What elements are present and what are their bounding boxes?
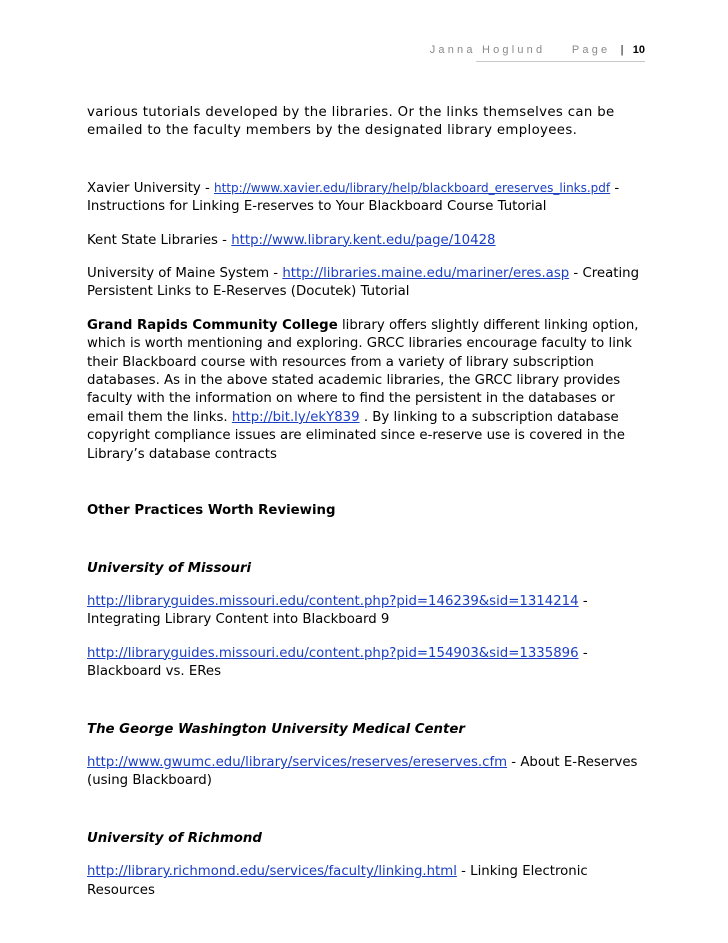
header-text — [430, 44, 645, 56]
header-rule — [476, 61, 645, 62]
page-body — [87, 104, 647, 900]
intro-paragraph: various tutorials developed by the libraries. Or the links themselves can be emailed to the faculty members by the designated library employees. — [87, 105, 615, 139]
kent-name: Kent State Libraries - — [87, 232, 232, 248]
gwu-heading: The George Washington University Medical Center — [87, 721, 465, 737]
richmond-entry — [87, 863, 647, 900]
grcc-link[interactable]: http://bit.ly/ekY839 — [231, 409, 360, 425]
missouri-heading: University of Missouri — [87, 560, 252, 576]
xavier-description: - Instructions for Linking E-reserves to Your Blackboard Course Tutorial — [87, 180, 620, 215]
missouri-entry-1 — [87, 593, 647, 630]
header-separator: | — [620, 44, 624, 56]
header-page-label: Page — [571, 44, 611, 56]
grcc-text-2: . By linking to a subscription database copyright compliance issues are eliminated since e-reserve use is covered in the Library’s database contracts — [87, 409, 625, 462]
xavier-entry — [87, 179, 647, 217]
grcc-text-1: library offers slightly different linking option, which is worth mentioning and exploring. GRCC libraries encourage faculty to link their Blackboard course with resources from a variety of library subscription databases. As in the above stated academic libraries, the GRCC library provides faculty with the information on where to find the persistent in the databases or email them the links. — [87, 317, 639, 425]
xavier-name: Xavier University - — [87, 180, 215, 196]
missouri-link-1[interactable]: http://libraryguides.missouri.edu/content.php?pid=146239&sid=1314214 — [87, 593, 579, 609]
gwu-description: - About E-Reserves (using Blackboard) — [87, 754, 638, 789]
missouri-entry-2 — [87, 645, 647, 682]
xavier-link[interactable]: http://www.xavier.edu/library/help/blackboard_ereserves_links.pdf — [214, 180, 611, 195]
gwu-link[interactable]: http://www.gwumc.edu/library/services/reserves/ereserves.cfm — [87, 754, 508, 770]
missouri-description-1: - Integrating Library Content into Blackboard 9 — [87, 593, 588, 628]
grcc-paragraph — [87, 317, 647, 464]
page-header — [0, 44, 728, 64]
richmond-description: - Linking Electronic Resources — [87, 864, 588, 898]
richmond-heading: University of Richmond — [87, 830, 262, 846]
kent-link[interactable]: http://www.library.kent.edu/page/10428 — [231, 232, 496, 248]
maine-entry — [87, 265, 647, 302]
header-page-number: 10 — [632, 44, 645, 56]
maine-link[interactable]: http://libraries.maine.edu/mariner/eres.asp — [282, 266, 570, 282]
other-practices-heading: Other Practices Worth Reviewing — [87, 503, 336, 519]
maine-name: University of Maine System - — [87, 266, 283, 282]
richmond-link[interactable]: http://library.richmond.edu/services/faculty/linking.html — [87, 864, 457, 880]
maine-description: - Creating Persistent Links to E-Reserves (Docutek) Tutorial — [87, 266, 640, 300]
gwu-entry — [87, 754, 647, 791]
missouri-link-2[interactable]: http://libraryguides.missouri.edu/content.php?pid=154903&sid=1335896 — [87, 645, 579, 661]
header-author: Janna Hoglund — [429, 44, 546, 56]
grcc-name: Grand Rapids Community College — [87, 317, 338, 333]
kent-entry — [87, 232, 647, 250]
missouri-description-2: - Blackboard vs. ERes — [87, 645, 588, 680]
